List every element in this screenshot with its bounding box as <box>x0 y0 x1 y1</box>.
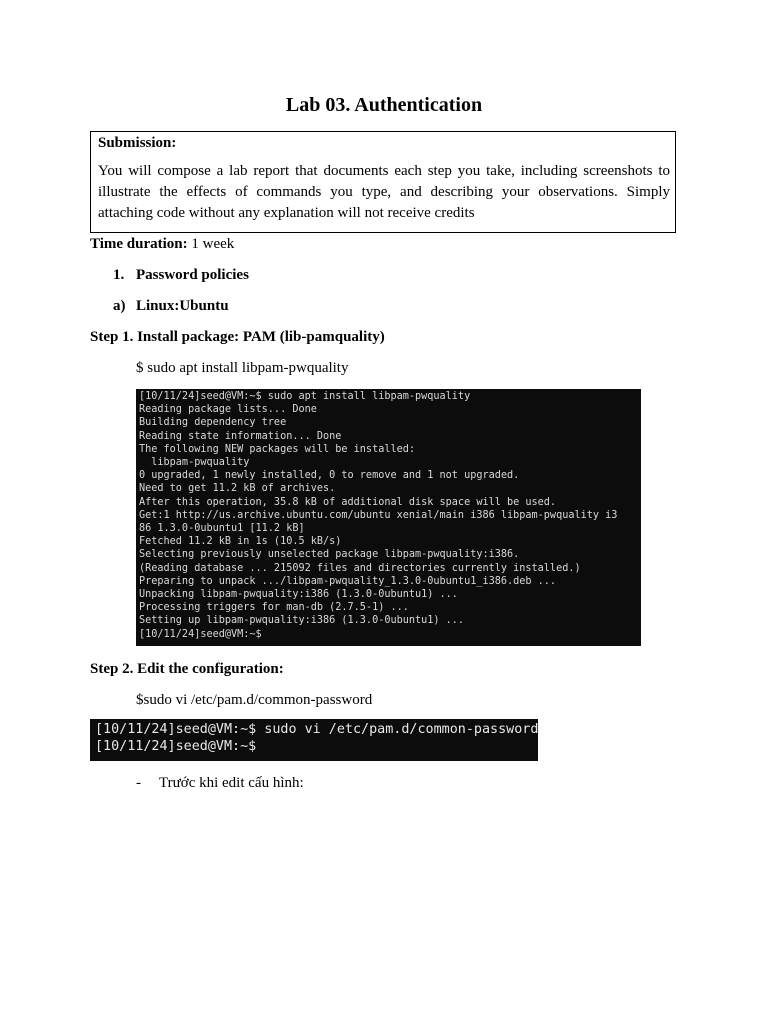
time-duration-value: 1 week <box>191 236 235 252</box>
terminal-line: Unpacking libpam-pwquality:i386 (1.3.0-0ubuntu1) ... <box>139 589 458 601</box>
step2-terminal-screenshot <box>90 719 538 761</box>
terminal-line: 86 1.3.0-0ubuntu1 [11.2 kB] <box>139 523 305 535</box>
terminal-line: The following NEW packages will be installed: <box>139 443 416 455</box>
terminal-line: Reading package lists... Done <box>139 404 317 416</box>
terminal-line: Building dependency tree <box>139 417 287 429</box>
bullet-item <box>136 773 304 793</box>
submission-heading: Submission: <box>98 135 177 151</box>
bullet-text: Trước khi edit cấu hình: <box>159 775 304 791</box>
terminal-line: Need to get 11.2 kB of archives. <box>139 483 336 495</box>
terminal-line: [10/11/24]seed@VM:~$ sudo vi /etc/pam.d/common-password <box>95 722 538 737</box>
subsection-number: a) <box>113 298 126 314</box>
subsection-heading-linux-ubuntu <box>113 296 229 316</box>
terminal-line: (Reading database ... 215092 files and directories currently installed.) <box>139 562 581 574</box>
bullet-marker: - <box>136 775 141 791</box>
terminal-line: 0 upgraded, 1 newly installed, 0 to remove and 1 not upgraded. <box>139 470 520 482</box>
section-heading-password-policies <box>113 265 249 285</box>
page-title: Lab 03. Authentication <box>285 94 483 116</box>
terminal-line: Get:1 http://us.archive.ubuntu.com/ubuntu xenial/main i386 libpam-pwquality i3 <box>139 509 618 521</box>
submission-text: You will compose a lab report that documents each step you take, including screenshots to illustrate the effects of commands you type, and describing your observations. Simply attaching code without any explanation will not receive credits <box>98 163 670 221</box>
terminal-line: Selecting previously unselected package libpam-pwquality:i386. <box>139 549 520 561</box>
section-number: 1. <box>113 267 125 283</box>
step2-heading: Step 2. Edit the configuration: <box>90 661 284 677</box>
terminal-line: libpam-pwquality <box>139 457 250 469</box>
terminal-line: Processing triggers for man-db (2.7.5-1) ... <box>139 602 409 614</box>
terminal-line: Preparing to unpack .../libpam-pwquality_1.3.0-0ubuntu1_i386.deb ... <box>139 575 557 587</box>
terminal-line: Setting up libpam-pwquality:i386 (1.3.0-0ubuntu1) ... <box>139 615 465 627</box>
terminal-line: [10/11/24]seed@VM:~$ sudo apt install libpam-pwquality <box>139 391 471 402</box>
subsection-title: Linux:Ubuntu <box>136 298 229 314</box>
step1-terminal-screenshot <box>136 389 641 646</box>
terminal-line: [10/11/24]seed@VM:~$ <box>139 628 262 640</box>
time-duration-label: Time duration: <box>90 236 188 252</box>
terminal-line: Reading state information... Done <box>139 430 342 442</box>
terminal-line: After this operation, 35.8 kB of additional disk space will be used. <box>139 496 557 508</box>
terminal-line: [10/11/24]seed@VM:~$ <box>95 739 257 754</box>
step1-command: $ sudo apt install libpam-pwquality <box>136 360 349 376</box>
submission-box <box>90 131 676 233</box>
terminal-line: Fetched 11.2 kB in 1s (10.5 kB/s) <box>139 536 342 548</box>
section-title: Password policies <box>136 267 249 283</box>
time-duration <box>90 234 234 254</box>
step1-heading: Step 1. Install package: PAM (lib-pamquality) <box>90 329 385 345</box>
step2-command: $sudo vi /etc/pam.d/common-password <box>136 692 373 708</box>
